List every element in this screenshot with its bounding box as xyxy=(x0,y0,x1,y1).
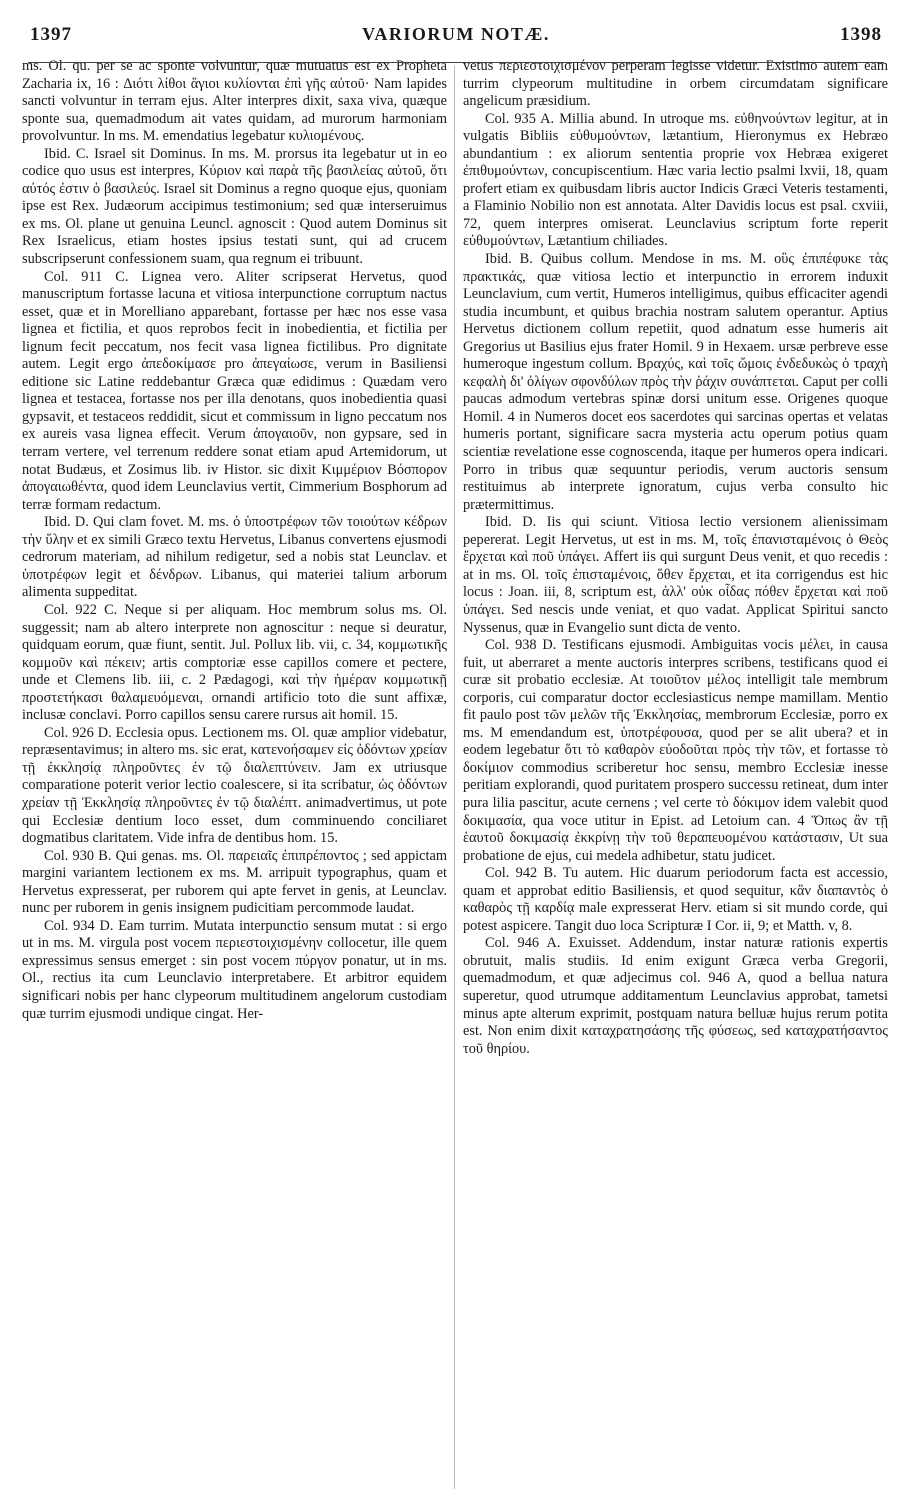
note-paragraph: Ibid. D. Qui clam fovet. M. ms. ὁ ὑποστρέφων τῶν τοιούτων κέδρων τὴν ὕλην et ex simili Græco textu Hervetus, Libanus convertens ejusmodi cedrorum materiam, ad nihilum redigetur, sed a nobis stat Leunclav. et ὑποτρέφων legit et δένδρων. Libanus, qui materiei talium arborum alimenta suppeditat. xyxy=(22,514,447,601)
left-page-number: 1397 xyxy=(30,24,72,45)
right-column xyxy=(463,58,888,1058)
note-paragraph: Ibid. D. Iis qui sciunt. Vitiosa lectio versionem alienissimam pepererat. Legit Hervetus, ut est in ms. M, τοῖς ἐπανισταμένοις ὁ Θεὸς ἔρχεται καὶ ποῦ ὑπάγει. Affert iis qui surgunt Deus venit, et quo recedis : at in ms. Ol. τοῖς ἐπισταμένοις, ὅθεν ἔρχεται, et ita corrigendus est hic locus : Joan. iii, 8, scriptum est, ἀλλ' οὐκ οἶδας πόθεν ἔρχεται καὶ ποῦ ὑπάγει. Sed nescis unde veniat, et quo vadat. Applicat Spiritui sancto Nyssenus, quæ in Evangelio sunt dicta de vento. xyxy=(463,514,888,636)
note-paragraph: Col. 938 D. Testificans ejusmodi. Ambiguitas vocis μέλει, in causa fuit, ut aberraret a mente auctoris interpres scribens, testificans quod ei curæ sit probatio ecclesiæ. At τοιοῦτον μέλος intelligit tale membrum corporis, cui comparatur doctor ecclesiasticus nempe mamillam. Mentio fit paulo post τῶν μελῶν τῆς Ἐκκλησίας, membrorum Ecclesiæ, porro ex ms. M emendandum est, ὑποτρέφουσα, quod per se alit ubera? et in eodem legebatur ὅτι τὸ καθαρὸν εὐοδοῦται πρὸς τὴν τῶν, et fortasse τὸ δοκίμιον commodius scriberetur hoc sensu, membro Ecclesiæ inesse peritiam explorandi, quod puritatem prospero successu retineat, dum inter pura lilia pascitur, acute cernens ; vel certe τὸ δόκιμον idem valebit quod δοκιμασία, qua voce utitur in Epist. ad Letoium can. 4 Ὅπως ἂν τῇ ἑαυτοῦ δοκιμασίᾳ ἐκκρίνῃ τὴν τοῦ θεραπευομένου κατάστασιν, Ut sua probatione de ejus, cui medela adhibetur, statu judicet. xyxy=(463,637,888,864)
right-page-number: 1398 xyxy=(840,24,882,45)
running-header xyxy=(22,24,888,50)
note-paragraph: Col. 942 B. Tu autem. Hic duarum periodorum facta est accessio, quam et approbat editio Basiliensis, et quod sequitur, κἂν διαπαντὸς ὁ καθαρὸς τῇ καρδίᾳ male expresserat Herv. etiam si sit mundo corde, qui potest aspicere. Tangit duo loca Scripturæ I Cor. ii, 9; et Matth. v, 8. xyxy=(463,865,888,934)
note-paragraph: Col. 946 A. Exuisset. Addendum, instar naturæ rationis expertis obrutuit, malis studiis. Id enim exigunt Græca verba Gregorii, quemadmodum, et quæ adjecimus col. 946 A, quod a bellua natura superetur, quod utrumque additamentum Leunclavius approbat, tametsi minus apte alterum exprimit, postquam natura belluæ hujus rerum potita est. Non enim dixit καταχρατησάσης τῆς φύσεως, sed καταχρατήσαντος τοῦ θηρίου. xyxy=(463,935,888,1057)
note-paragraph: Col. 922 C. Neque si per aliquam. Hoc membrum solus ms. Ol. suggessit; nam ab altero interprete non agnoscitur : neque si deuratur, quidquam eorum, quæ fiunt, sentit. Jul. Pollux lib. vii, c. 34, κομμωτικῆς κομμοῦν καὶ πέκειν; artis comptoriæ esse capillos comere et pectere, unde et Clemens lib. iii, c. 2 Pædagogi, καὶ τὴν ἡμέραν κομμωτικῇ προστετήκασι θαλαμευόμεναι, ornandi artificio toto die sunt affixæ, inclusæ conclavi. Porro capillos sensu carere rursus ait homil. 15. xyxy=(22,601,447,724)
note-paragraph: Col. 930 B. Qui genas. ms. Ol. παρειαῖς ἐπιπρέποντος ; sed appictam margini variantem lectionem ex ms. M. arripuit typographus, quam et Hervetus expresserat, per ruborem qui apte fervet in genis, at Leunclav. nunc per ruborem in genis insignem pudicitiam percommode laudat. xyxy=(22,847,447,917)
note-paragraph: Col. 926 D. Ecclesia opus. Lectionem ms. Ol. quæ amplior videbatur, repræsentavimus; in altero ms. sic erat, κατενοήσαμεν εἰς ὀδόντων χρείαν τῇ ἐκκλησίᾳ πληροῦντες ἐν τῷ διαλεπτύνειν. Jam ex utriusque comparatione poterit verior lectio coalescere, si ita scribatur, ὡς ὀδόντων χρείαν τῇ Ἐκκλησίᾳ πληροῦντες ἐν τῷ διαλέπτ. animadvertimus, ut pote qui Ecclesiæ dentium loco esset, dum comminuendo conciliaret dogmatibus claritatem. Vide infra de dentibus hom. 15. xyxy=(22,724,447,847)
note-paragraph: vetus περιεστοιχισμένον perperam legisse videtur. Existimo autem eam turrim clypeorum multitudine in orbem circumdatam significare angelicum præsidium. xyxy=(463,58,888,110)
running-title: VARIORUM NOTÆ. xyxy=(362,24,550,44)
note-paragraph: ms. Ol. qu. per se ac sponte volvuntur, quæ mutuatus est ex Propheta Zacharia ix, 16 : Διότι λίθοι ἅγιοι κυλίονται ἐπὶ γῆς αὐτοῦ· Nam lapides sancti volvuntur in terram ejus. Alter interpres dixit, saxa viva, quæque sponte sua, quemadmodum ait vates quidam, ad murorum harmoniam provolvuntur. In ms. M. emendatius legebatur κυλιομένους. xyxy=(22,58,447,145)
note-paragraph: Col. 934 D. Eam turrim. Mutata interpunctio sensum mutat : si ergo ut in ms. M. virgula post vocem περιεστοιχισμένην collocetur, ille quem expressimus sensus emerget : sin post vocem πύργον ponatur, ut in ms. Ol., rectius ita cum Leunclavio interpretabere. Et arbitror equidem significari nobis per hanc clypeorum multitudinem angelorum custodiam quæ turrim ejusmodi undique cingat. Her- xyxy=(22,917,447,1022)
note-paragraph: Col. 935 A. Millia abund. In utroque ms. εὐθηνούντων legitur, at in vulgatis Bibliis εὐθυμούντων, lætantium, Hieronymus ex Hebræo abundantium : ex aliorum sententia proprie vox Hebræa exigeret ἐπιθυμούντων, concupiscentium. Hæc varia lectio psalmi lxvii, 18, quam profert etiam ex quibusdam libris auctor Indicis Græci Veteris testamenti, a Flaminio Nobilio non est annotata. Alter Davidis locus est psal. cxviii, 72, quem interpres omiserat. Leunclavius scriptum forte reperit εὐθυμούντων, Lætantium chiliades. xyxy=(463,110,888,250)
note-paragraph: Ibid. C. Israel sit Dominus. In ms. M. prorsus ita legebatur ut in eo codice quo usus est interpres, Κύριον καὶ παρὰ τῆς βασιλείας αὐτοῦ, ὅτι αὐτός ἐστιν ὁ βασιλεύς. Israel sit Dominus a regno quoque ejus, quoniam ipse est Rex. Judæorum accipimus testimonium; sed quæ interseruimus ex ms. Ol. plane ut genuina Leuncl. agnoscit : Quod autem Dominus sit Rex Israelicus, etiam hostes ipsius testati sunt, qui ad crucem subscripserunt confessionem suam, qua regnum ei tribuunt. xyxy=(22,145,447,268)
left-column xyxy=(22,58,447,1058)
header-rule xyxy=(28,62,884,63)
text-columns xyxy=(22,58,888,1058)
note-paragraph: Ibid. B. Quibus collum. Mendose in ms. M. οὓς ἐπιπέφυκε τὰς πρακτικάς, quæ vitiosa lectio et interpunctio in errorem induxit Leunclavium, cum vertit, Humeros intelligimus, quibus efficaciter agendi studia incumbunt, et quibus brachia nostram salutem operantur. Aptius Hervetus dictionem collum repetiit, quod adnatum esse humeris ait Gregorius ut Basilius ejus frater Homil. 9 in Hexaem. ursæ perbreve esse humeroque ingestum collum. Βραχύς, καὶ τοῖς ὤμοις ἐνδεδυκὼς ὁ τραχὴ κεφαλὴ δι' ὀλίγων σφονδύλων πρὸς τὴν ῥάχιν συνάπτεται. Caput per colli paucas admodum vertebras spinæ dorsi unitum esse. Origenes quoque Homil. 4 in Numeros docet eos sacerdotes qui sarcinas opertas et velatas humeris portant, significare sacra mysteria actu operum potius quam scientiæ revelatione esse cognoscenda, itaque per humeros opera indicari. Porro in tribus quæ sequuntur periodis, verum auctoris sensum restituimus ab interprete ignoratum, cujus verba consulto hic prætermittimus. xyxy=(463,251,888,513)
column-divider xyxy=(454,66,455,1489)
note-paragraph: Col. 911 C. Lignea vero. Aliter scripserat Hervetus, quod manuscriptum fortasse lacuna et vitiosa interpunctione corruptum nactus esset, quæ et in Morelliano apparebant, fortasse per hæc nos esse vasa lignea et fictilia, et quos reprobos fecit in inobedientia, et fictilia per lignum fecit peccatum, nos fecit vasa lignea fictilibus. Pro dignitate autem. Legit ergo ἀπεδοκίμασε pro ἀπεγαίωσε, verum in Basiliensi editione sic Latine reddebantur Græca quæ edidimus : Quædam vero lignea et testacea, fortasse nos per illa denotans, quos inobedientia quasi gypsavit, et testaceos reddidit, sicut et commissum in ligno peccatum nos ex aureis vasa lignea effecit. Verum ἀπογαιοῦν, non gypsare, sed in terram vertere, vel terrenum reddere sonat etiam apud Artemidorum, ut notat Budæus, et Zosimus lib. iv Histor. sic dixit Κιμμέριον Βόσπορον ἀπογαιωθέντα, quod idem Leunclavius vertit, Cimmerium Bosphorum ad terræ formam redactum. xyxy=(22,268,447,513)
